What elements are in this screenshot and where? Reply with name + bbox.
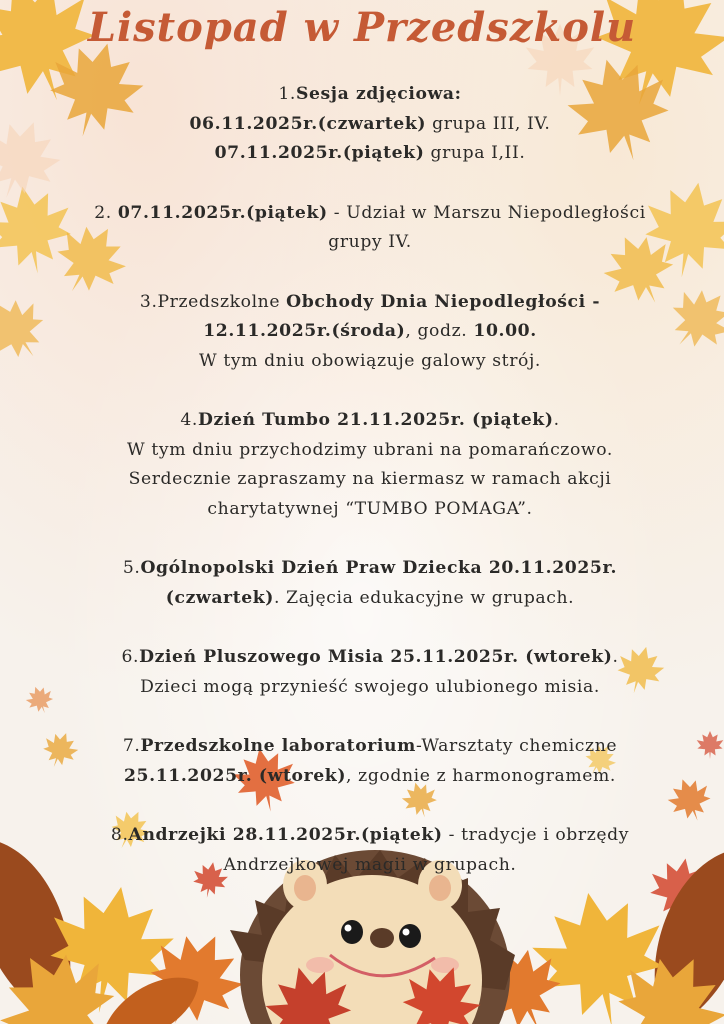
list-item-line xyxy=(60,495,680,525)
text: grupy IV. xyxy=(328,232,412,252)
text: Andrzejkowej magii w grupach. xyxy=(223,854,517,875)
list-item xyxy=(60,80,680,169)
bold-text: Andrzejki 28.11.2025r.(piątek) xyxy=(128,825,443,845)
bold-text: 06.11.2025r.(czwartek) xyxy=(189,113,427,134)
list-item-line xyxy=(60,851,680,881)
text: - tradycje i obrzędy xyxy=(442,825,630,845)
bold-text: Dzień Tumbo 21.11.2025r. (piątek) xyxy=(197,410,554,430)
list-item xyxy=(60,821,680,880)
text: W tym dniu obowiązuje galowy strój. xyxy=(199,350,541,371)
text: Serdecznie zapraszamy na kiermasz w ramach akcji xyxy=(128,469,612,489)
text: Dzieci mogą przynieść swojego ulubionego misia. xyxy=(140,676,600,697)
list-item-line xyxy=(60,110,680,140)
bold-text: 07.11.2025r.(piątek) xyxy=(214,143,425,163)
text: 6. xyxy=(121,647,140,667)
text: 3.Przedszkolne xyxy=(139,291,287,312)
text: . xyxy=(553,410,560,430)
list-item-line xyxy=(60,139,680,169)
text: 8. xyxy=(110,825,129,845)
list-item xyxy=(60,288,680,377)
text: grupa I,II. xyxy=(424,143,526,163)
bold-text: Sesja zdjęciowa: xyxy=(295,84,462,104)
list-item xyxy=(60,554,680,613)
text: 4. xyxy=(180,410,198,430)
text: . Zajęcia edukacyjne w grupach. xyxy=(274,587,575,608)
list-item xyxy=(60,643,680,702)
bold-text: 12.11.2025r.(środa) xyxy=(203,321,406,341)
bold-text: 10.00. xyxy=(473,321,537,341)
bold-text: 07.11.2025r.(piątek) xyxy=(117,202,328,223)
text: 2. xyxy=(94,202,118,223)
page-title: Listopad w Przedszkolu xyxy=(87,4,637,51)
list-item-line xyxy=(60,406,680,436)
list-item-line xyxy=(60,199,680,229)
list-item-line xyxy=(60,732,680,762)
text: 5. xyxy=(122,558,141,578)
list-item-line xyxy=(60,821,680,851)
list-item-line xyxy=(60,554,680,584)
text: charytatywnej “TUMBO POMAGA”. xyxy=(207,498,533,519)
list-item xyxy=(60,406,680,524)
list-item-line xyxy=(60,643,680,673)
text: 1. xyxy=(278,84,296,104)
text: grupa III, IV. xyxy=(426,113,551,134)
bold-text: Ogólnopolski Dzień Praw Dziecka 20.11.2025r. xyxy=(140,558,618,578)
list-item-line xyxy=(60,347,680,377)
text: 7. xyxy=(122,736,141,756)
list-item xyxy=(60,732,680,791)
bold-text: Obchody Dnia Niepodległości - xyxy=(286,291,601,312)
bold-text: (czwartek) xyxy=(165,587,275,608)
list-item-line xyxy=(60,228,680,258)
text: , godz. xyxy=(405,321,474,341)
list-item-line xyxy=(60,762,680,792)
list-item-line xyxy=(60,288,680,318)
bold-text: 25.11.2025r. (wtorek) xyxy=(124,765,347,786)
list-item-line xyxy=(60,317,680,347)
text: . xyxy=(612,647,619,667)
text: W tym dniu przychodzimy ubrani na pomarańczowo. xyxy=(127,439,613,460)
list-item-line xyxy=(60,465,680,495)
list-item-line xyxy=(60,673,680,703)
list-item xyxy=(60,199,680,258)
text: - Udział w Marszu Niepodległości xyxy=(327,202,646,223)
list-item-line xyxy=(60,436,680,466)
bold-text: Dzień Pluszowego Misia 25.11.2025r. (wtorek) xyxy=(139,647,613,667)
list-item-line xyxy=(60,584,680,614)
text: -Warsztaty chemiczne xyxy=(415,736,618,756)
list-item-line xyxy=(60,80,680,110)
event-list xyxy=(60,80,680,910)
bold-text: Przedszkolne laboratorium xyxy=(140,736,416,756)
text: , zgodnie z harmonogramem. xyxy=(346,765,616,786)
